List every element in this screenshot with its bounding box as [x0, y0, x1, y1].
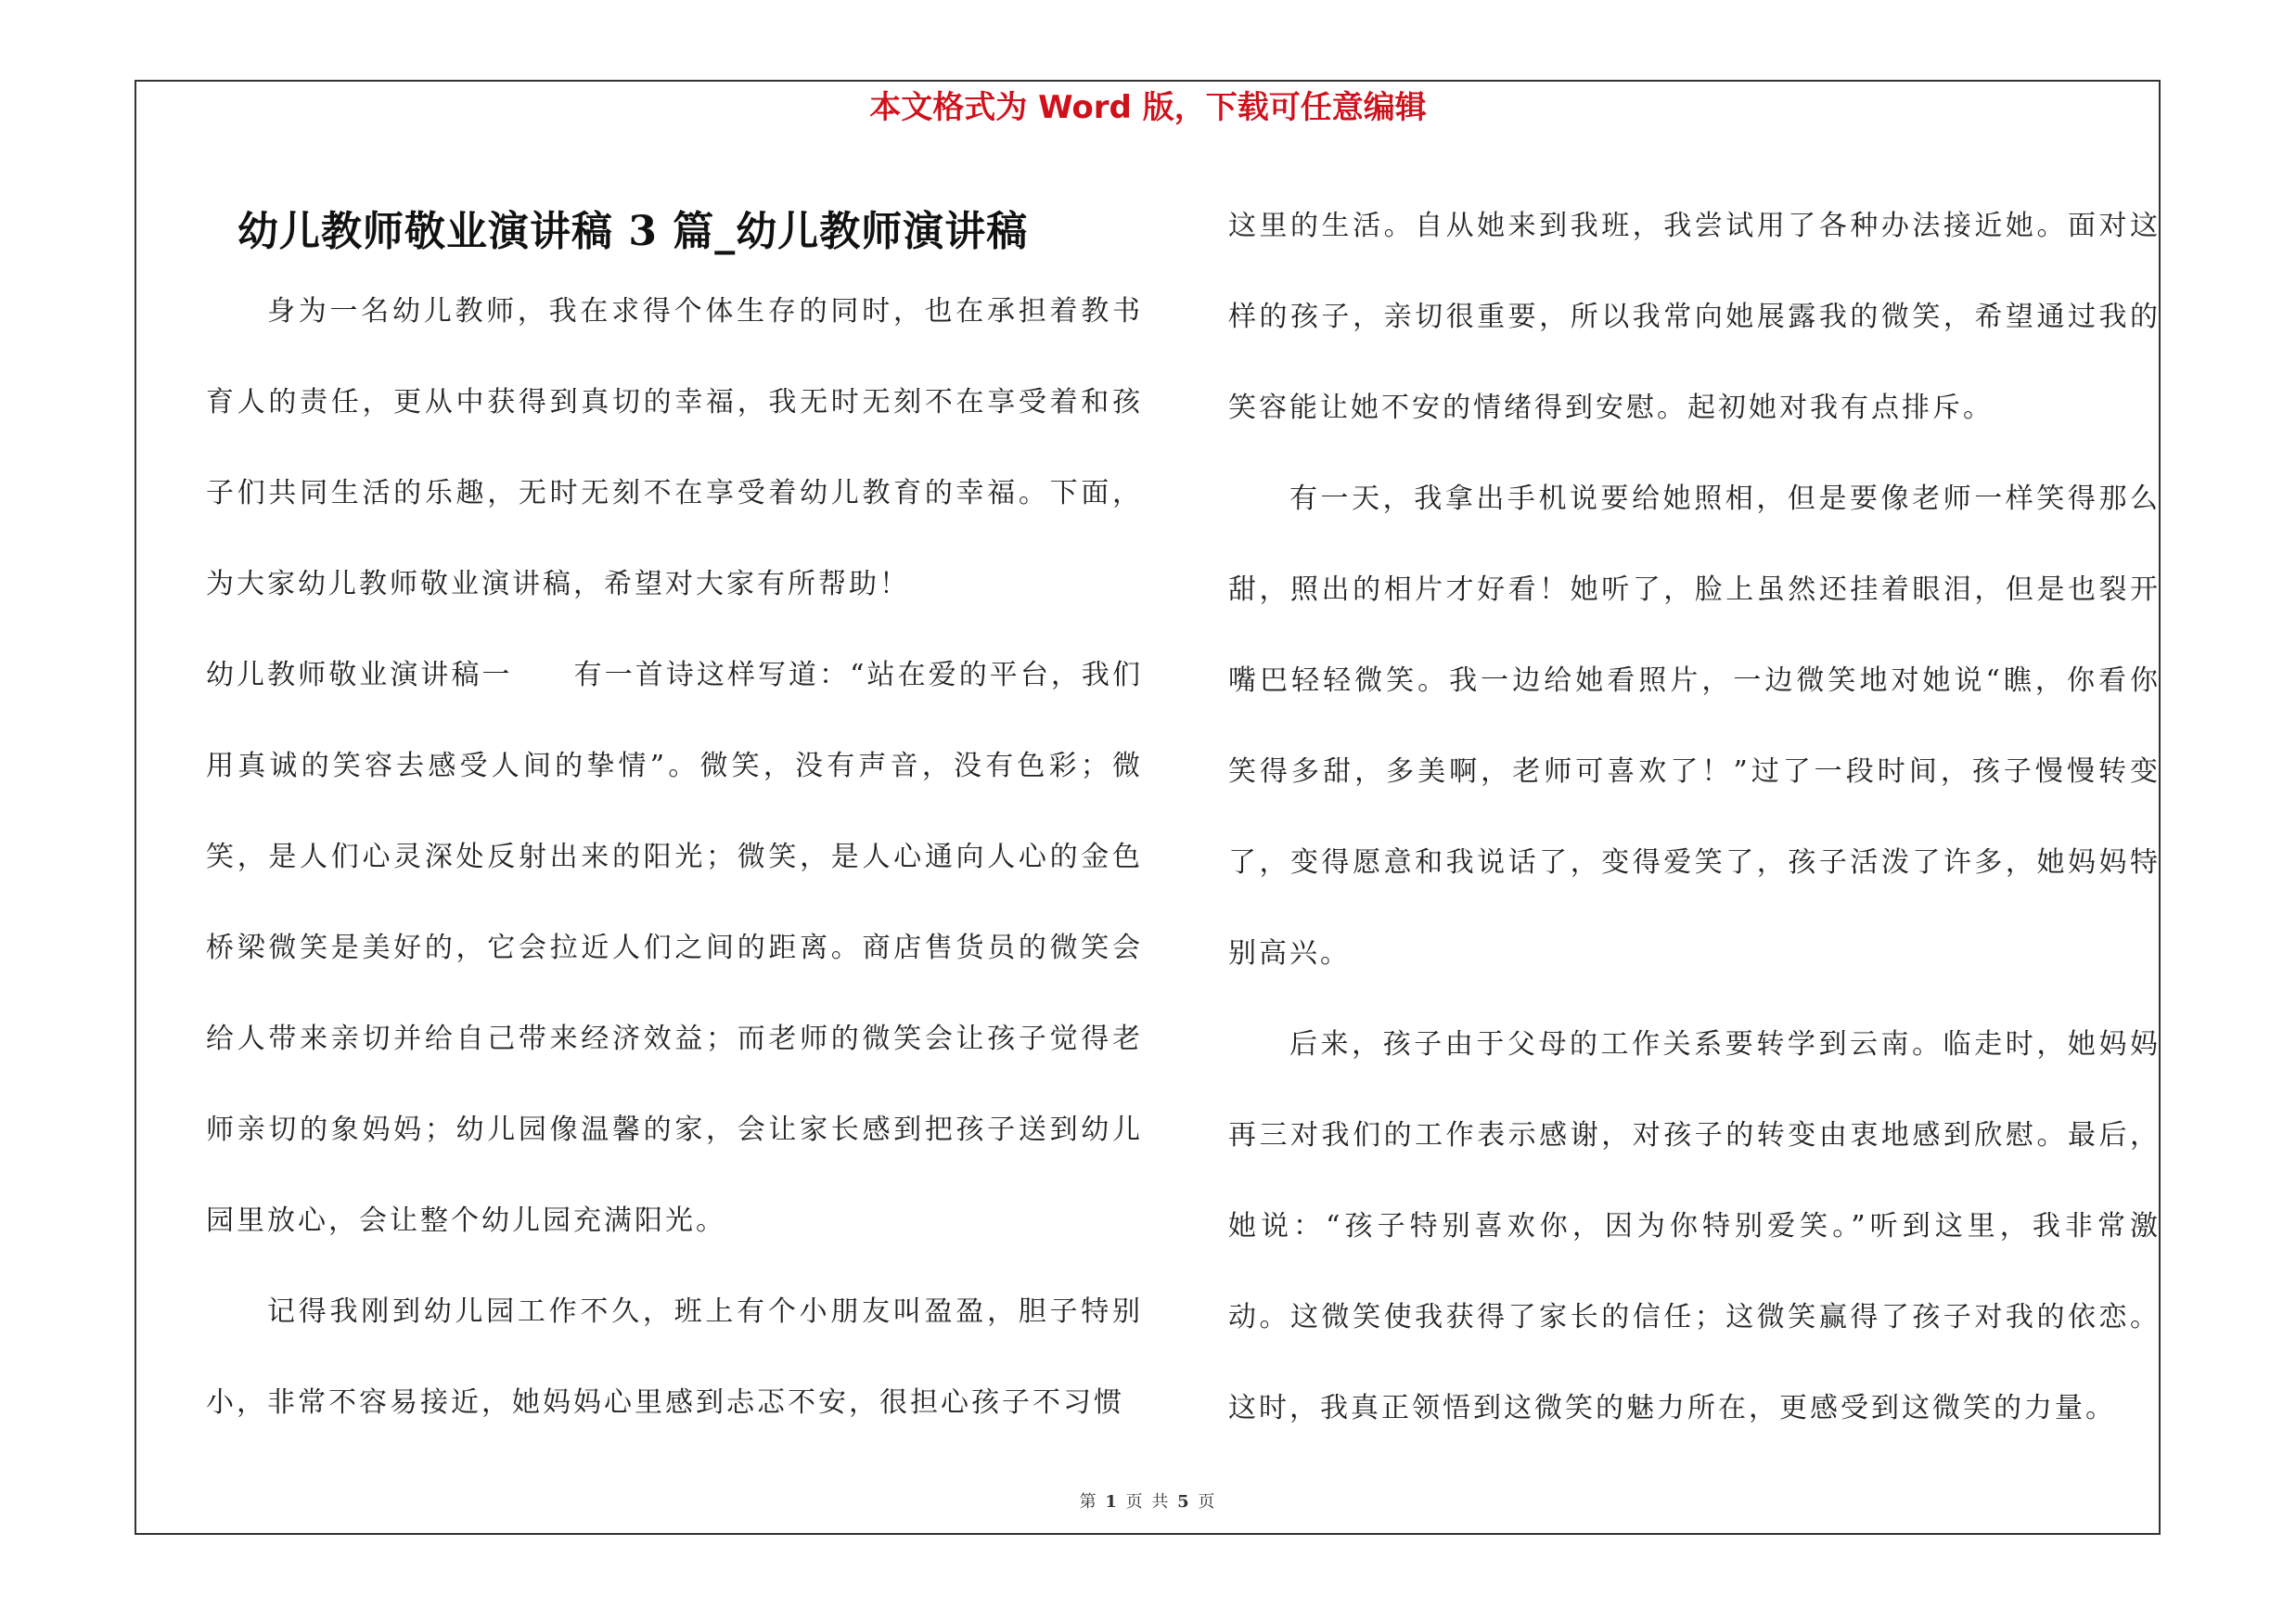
word-format-banner: 本文格式为 Word 版，下载可任意编辑	[869, 89, 1427, 126]
footer-suffix: 页	[1198, 1492, 1217, 1512]
right-column	[1228, 181, 2161, 1454]
footer-prefix: 第	[1079, 1492, 1098, 1512]
document-title: 幼儿教师敬业演讲稿 3 篇_幼儿教师演讲稿	[237, 208, 1029, 255]
total-page-count: 5	[1177, 1492, 1191, 1512]
speech-one-paragraph: 幼儿教师敬业演讲稿一 有一首诗这样写道：“站在爱的平台，我们用真诚的笑容去感受人间的挚情”。微笑，没有声音，没有色彩；微笑，是人们心灵深处反射出来的阳光；微笑，是人心通向人心的金色桥梁微笑是美好的，它会拉近人们之间的距离。商店售货员的微笑会给人带来亲切并给自己带来经济效益；而老师的微笑会让孩子觉得老师亲切的象妈妈；幼儿园像温馨的家，会让家长感到把孩子送到幼儿园里放心，会让整个幼儿园充满阳光。	[206, 659, 1143, 1237]
memory-paragraph: 记得我刚到幼儿园工作不久，班上有个小朋友叫盈盈，胆子特别小，非常不容易接近，她妈妈心里感到忐忑不安，很担心孩子不习惯	[206, 1295, 1143, 1419]
farewell-paragraph: 后来，孩子由于父母的工作关系要转学到云南。临走时，她妈妈再三对我们的工作表示感谢，对孩子的转变由衷地感到欣慰。最后，她说：“孩子特别喜欢你，因为你特别爱笑。”听到这里，我非常激动。这微笑使我获得了家长的信任；这微笑赢得了孩子对我的依恋。这时，我真正领悟到这微笑的魅力所在，更感受到这微笑的力量。	[1228, 1028, 2161, 1424]
current-page-number: 1	[1105, 1492, 1119, 1512]
photo-story-paragraph: 有一天，我拿出手机说要给她照相，但是要像老师一样笑得那么甜，照出的相片才好看！她听了，脸上虽然还挂着眼泪，但是也裂开嘴巴轻轻微笑。我一边给她看照片，一边微笑地对她说“瞧，你看你笑得多甜，多美啊，老师可喜欢了！”过了一段时间，孩子慢慢转变了，变得愿意和我说话了，变得爱笑了，孩子活泼了许多，她妈妈特别高兴。	[1228, 483, 2161, 970]
page-footer	[0, 1491, 2296, 1514]
footer-middle: 页 共	[1125, 1492, 1171, 1512]
intro-paragraph: 身为一名幼儿教师，我在求得个体生存的同时，也在承担着教书育人的责任，更从中获得到真切的幸福，我无时无刻不在享受着和孩子们共同生活的乐趣，无时无刻不在享受着幼儿教育的幸福。下面，为大家幼儿教师敬业演讲稿，希望对大家有所帮助！	[206, 295, 1143, 600]
left-column	[206, 181, 1143, 1449]
continued-paragraph: 这里的生活。自从她来到我班，我尝试用了各种办法接近她。面对这样的孩子，亲切很重要，所以我常向她展露我的微笑，希望通过我的笑容能让她不安的情绪得到安慰。起初她对我有点排斥。	[1228, 210, 2161, 424]
